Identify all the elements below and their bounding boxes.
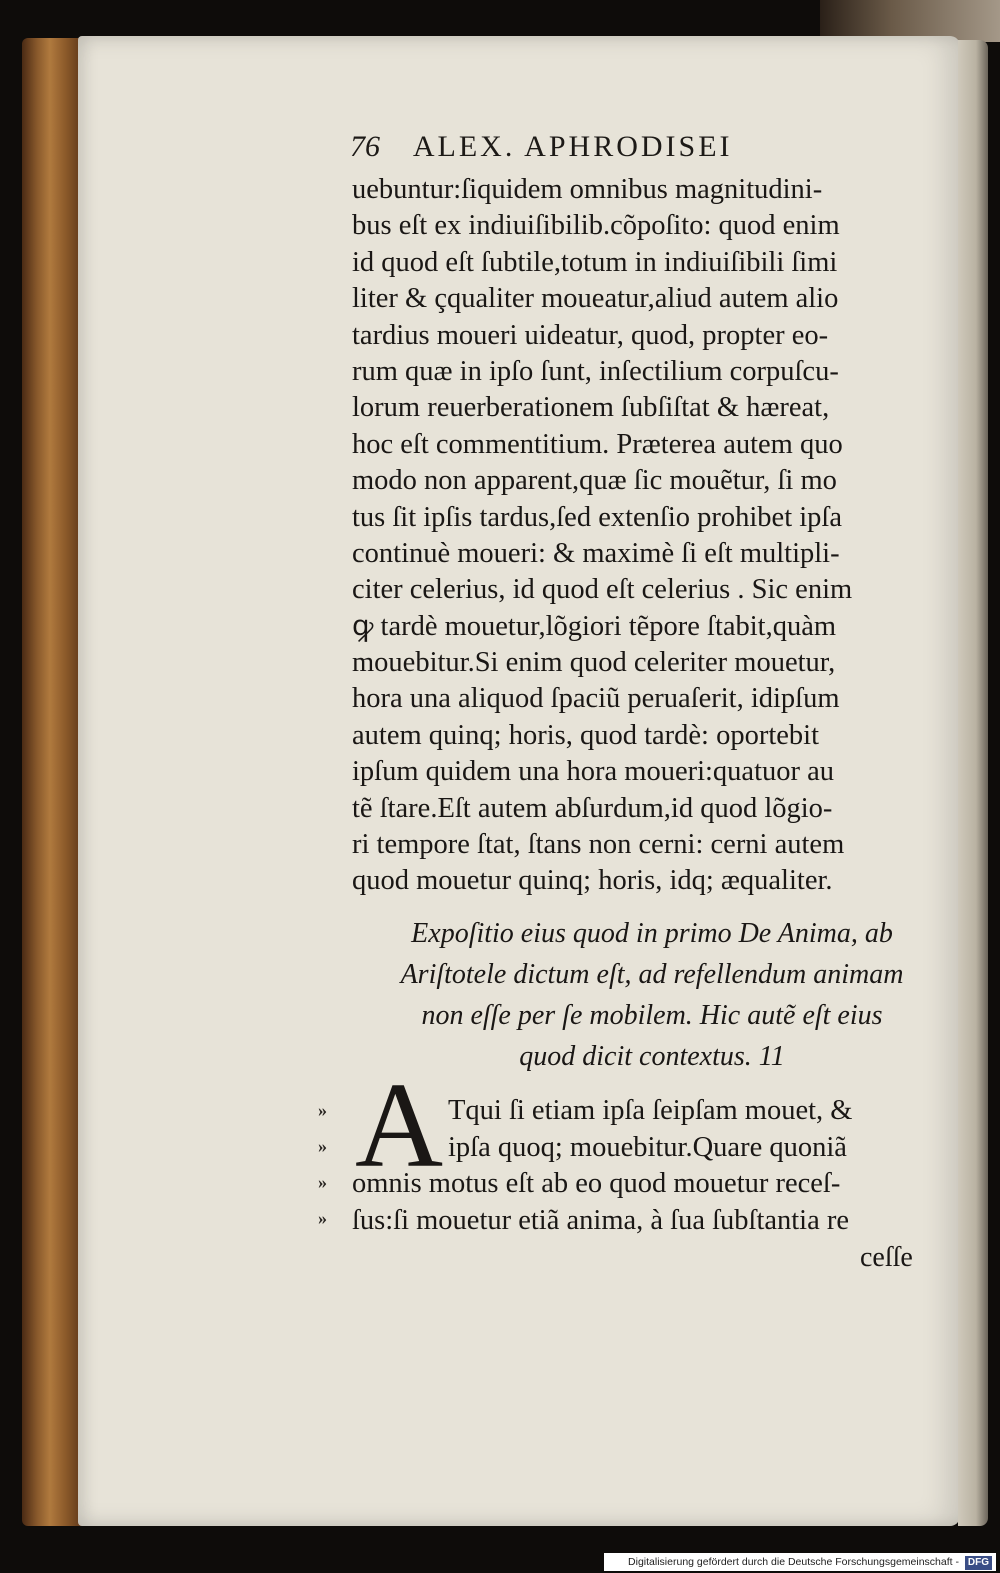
caption-line: quod dicit contextus. 11 [519, 1041, 785, 1072]
main-text-block [352, 172, 952, 900]
text-line: tus ſit ipſis tardus,ſed extenſio prohibet ipſa [352, 501, 842, 533]
drop-cap: A [355, 1058, 444, 1193]
text-line: tẽ ſtare.Eſt autem abſurdum,id quod lõgio- [352, 792, 833, 824]
page-right-edge [958, 40, 988, 1526]
text-line: autem quinq; horis, quod tardè: oportebit [352, 719, 819, 751]
caption-line: non eſſe per ſe mobilem. Hic autẽ eſt eius [421, 1000, 883, 1031]
caption-line: Ariſtotele dictum eſt, ad refellendum animam [400, 959, 904, 990]
text-line: bus eſt ex indiuiſibilib.cõpoſito: quod enim [352, 210, 840, 242]
text-line: continuè moueri: & maximè ſi eſt multipli- [352, 537, 840, 569]
text-line: hoc eſt commentitium. Præterea autem quo [352, 428, 843, 460]
text-line: hora una aliquod ſpaciũ peruaſerit, idipſum [352, 683, 840, 715]
text-line: omnis motus eſt ab eo quod mouetur receſ- [352, 1168, 841, 1199]
quote-mark: » [318, 1208, 327, 1228]
text-line: citer celerius, id quod eſt celerius . Sic enim [352, 574, 853, 606]
caption-line: Expoſitio eius quod in primo De Anima, ab [411, 918, 893, 949]
text-line: liter & çqualiter moueatur,aliud autem alio [352, 283, 839, 315]
page-number: 76 [350, 130, 380, 163]
text-line: ipſa quoq; mouebitur.Quare quoniã [448, 1131, 847, 1163]
text-line: Tqui ſi etiam ipſa ſeipſam mouet, & [448, 1095, 853, 1126]
text-line: modo non apparent,quæ ſic mouẽtur, ſi mo [352, 465, 837, 497]
text-line: tardius moueri uideatur, quod, propter eo- [352, 319, 829, 351]
section-caption [352, 913, 952, 1077]
running-head [350, 130, 850, 170]
footer-text: Digitalisierung gefördert durch die Deutsche Forschungsgemeinschaft - [628, 1556, 959, 1568]
dfg-logo: DFG [965, 1556, 992, 1570]
text-line: uebuntur:ſiquidem omnibus magnitudini- [352, 174, 823, 205]
running-title: ALEX. APHRODISEI [412, 130, 733, 163]
paragraph-two [352, 1093, 952, 1239]
catchword: ceſſe [860, 1242, 913, 1273]
text-line: ri tempore ſtat, ſtans non cerni: cerni autem [352, 829, 845, 861]
digitization-footer [604, 1553, 996, 1571]
text-line: id quod eſt ſubtile,totum in indiuiſibili ſimi [352, 246, 838, 278]
text-line: lorum reuerberationem ſubſiſtat & hæreat, [352, 392, 830, 424]
quote-mark: » [318, 1172, 327, 1192]
text-line: rum quæ in ipſo ſunt, inſectilium corpuſcu- [352, 355, 839, 387]
text-line: mouebitur.Si enim quod celeriter mouetur, [352, 647, 836, 679]
text-line: ſus:ſi mouetur etiã anima, à ſua ſubſtantia re [352, 1204, 850, 1236]
quote-mark: » [318, 1136, 327, 1156]
text-line: ipſum quidem una hora moueri:quatuor au [352, 756, 835, 788]
text-line: quod mouetur quinq; horis, idq; æqualiter. [352, 865, 833, 897]
quote-mark: » [318, 1100, 327, 1120]
text-line: ꝙ tardè mouetur,lõgiori tẽpore ſtabit,quàm [352, 610, 837, 642]
book-spine-edge [22, 38, 84, 1526]
